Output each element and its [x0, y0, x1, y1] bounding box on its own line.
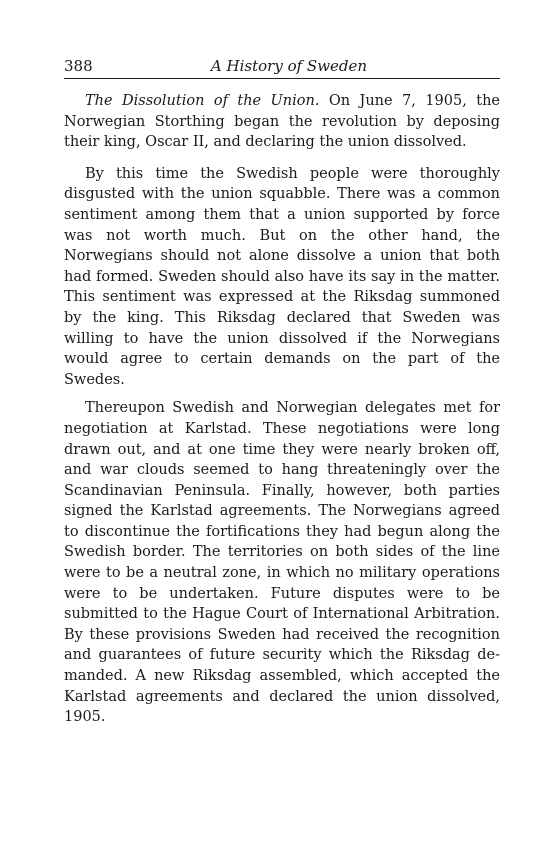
section-lead-text: On June 7, 1905, the Norwegian Storthing began the revolution by deposing their king, Oscar II, and declaring the union dissolved. [64, 93, 500, 151]
section-heading: The Dissolution of the Union. [85, 93, 320, 109]
book-page [64, 56, 500, 736]
body-paragraph: By this time the Swedish people were thoroughly disgusted with the union squabble. There was a common sentiment among them that a union supported by force was not worth much. But on the other hand, the Norwegians should not alone dissolve a union that both had formed. Sweden should also have its say in the matter. This sentiment was expressed at the Riksdag summoned by the king. This Riksdag declared that Sweden was willing to have the union dissolved if the Norwegians would agree to certain demands on the part of the Swedes. [64, 165, 500, 388]
body-paragraph: Thereupon Swedish and Norwegian delegates met for negotiation at Karlstad. These negotiations were long drawn out, and at one time they were nearly broken off, and war clouds seemed to hang threateningly over the Scandinavian Peninsula. Finally, however, both parties signed the Karlstad agreements. The Norwegians agreed to discontinue the fortifications they had begun along the Swedish border. The territories on both sides of the line were to be a neutral zone, in which no military operations were to be undertaken. Future disputes were to be submitted to the Hague Court of International Arbitration. By these provisions Sweden had received the recognition and guarantees of future security which the Riksdag demanded. A new Riksdag assembled, which accepted the Karlstad agreements and declared the union dissolved, 1905. [64, 400, 500, 726]
page-number: 388 [64, 57, 93, 75]
section-opening-paragraph [64, 91, 500, 153]
body-text [64, 91, 500, 728]
running-head [64, 56, 500, 79]
book-title: A History of Sweden [210, 57, 368, 75]
